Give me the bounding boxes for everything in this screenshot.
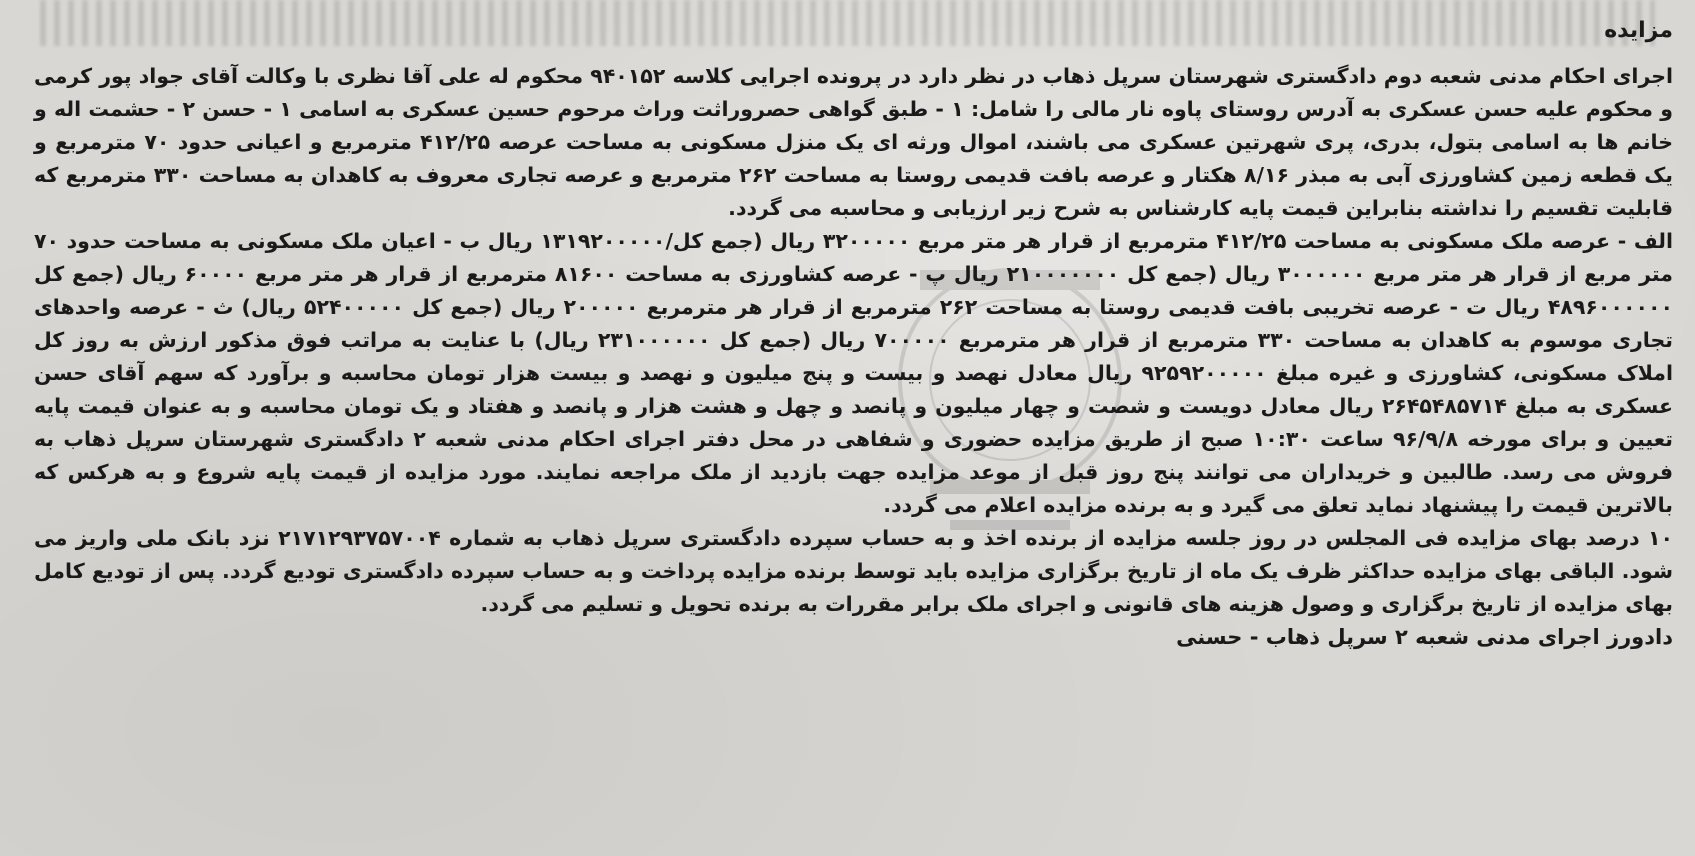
notice-paragraph-valuation: الف - عرصه ملک مسکونی به مساحت ۴۱۲/۲۵ مترمربع از قرار هر متر مربع ۳۲۰۰۰۰۰ ریال (جمع کل/۱۳۱۹۲۰۰۰۰۰ ریال ب - اعیان ملک مسکونی به مساحت حدود ۷۰ متر مربع از قرار هر متر مربع ۳۰۰۰۰۰۰ ریال (جمع کل ۲۱۰۰۰۰۰۰۰ ریال پ - عرصه کشاورزی به مساحت ۸۱۶۰۰ مترمربع از قرار هر متر مربع ۶۰۰۰۰ ریال (جمع کل ۴۸۹۶۰۰۰۰۰۰ ریال ت - عرصه تخریبی بافت قدیمی روستا به مساحت ۲۶۲ مترمربع از قرار هر مترمربع ۲۰۰۰۰۰ ریال (جمع کل ۵۲۴۰۰۰۰۰ ریال) ث - عرصه واحدهای تجاری موسوم به کاهدان به مساحت ۳۳۰ مترمربع از قرار هر مترمربع ۷۰۰۰۰۰ ریال (جمع کل ۲۳۱۰۰۰۰۰۰ ریال) با عنایت به مراتب فوق مذکور ارزش به روز کل املاک مسکونی، کشاورزی و غیره مبلغ ۹۲۵۹۲۰۰۰۰۰ ریال معادل نهصد و بیست و پنج میلیون و نهصد و بیست هزار تومان محاسبه و برآورد که سهم آقای حسن عسکری به مبلغ ۲۶۴۵۴۸۵۷۱۴ ریال معادل دویست و شصت و چهار میلیون و پانصد و چهل و هشت هزار و پانصد و هفتاد و یک تومان محاسبه و به عنوان قیمت پایه تعیین و برای مورخه ۹۶/۹/۸ ساعت ۱۰:۳۰ صبح از طریق مزایده حضوری و شفاهی در محل دفتر اجرای احکام مدنی شعبه ۲ دادگستری شهرستان سرپل ذهاب به فروش می رسد. طالبین و خریداران می توانند پنج روز قبل از موعد مزایده جهت بازدید از ملک مراجعه نمایند. مورد مزایده از قیمت پایه شروع و به هرکس که بالاترین قیمت را پیشنهاد نماید تعلق می گیرد و به برنده مزایده اعلام می گردد. (34, 229, 1673, 517)
notice-paragraph-payment: ۱۰ درصد بهای مزایده فی المجلس در روز جلسه مزایده از برنده اخذ و به حساب سپرده دادگستری سرپل ذهاب به شماره ۲۱۷۱۲۹۳۷۵۷۰۰۴ نزد بانک ملی واریز می شود. الباقی بهای مزایده حداکثر ظرف یک ماه از تاریخ برگزاری مزایده باید توسط برنده مزایده پرداخت و به حساب سپرده دادگستری تودیع گردد. پس از تودیع کامل بهای مزایده از تاریخ برگزاری و وصول هزینه های قانونی و اجرای ملک برابر مقررات به برنده تحویل و تسلیم می گردد. (34, 526, 1673, 616)
notice-signature: دادورز اجرای مدنی شعبه ۲ سرپل ذهاب - حسنی (1176, 625, 1673, 649)
auction-notice (34, 14, 1673, 654)
notice-paragraph-intro: اجرای احکام مدنی شعبه دوم دادگستری شهرستان سرپل ذهاب در نظر دارد در پرونده اجرایی کلاسه ۹۴۰۱۵۲ محکوم له علی آقا نظری با وکالت آقای جواد پور کرمی و محکوم علیه حسن عسکری به آدرس روستای پاوه نار مالی را شامل: ۱ - طبق گواهی حصروراثت وراث مرحوم حسین عسکری به اسامی ۱ - حسن ۲ - حشمت اله و خانم ها به اسامی بتول، بدری، پری شهرتین عسکری می باشند، اموال ورثه ای یک منزل مسکونی به مساحت عرصه ۴۱۲/۲۵ مترمربع و اعیانی حدود ۷۰ مترمربع و یک قطعه زمین کشاورزی آبی به مبذر ۸/۱۶ هکتار و عرصه بافت قدیمی روستا به مساحت ۲۶۲ مترمربع و عرصه تجاری معروف به کاهدان به مساحت ۳۳۰ مترمربع که قابلیت تقسیم را نداشته بنابراین قیمت پایه کارشناس به شرح زیر ارزیابی و محاسبه می گردد. (34, 64, 1673, 220)
notice-title: مزایده (1604, 18, 1673, 43)
